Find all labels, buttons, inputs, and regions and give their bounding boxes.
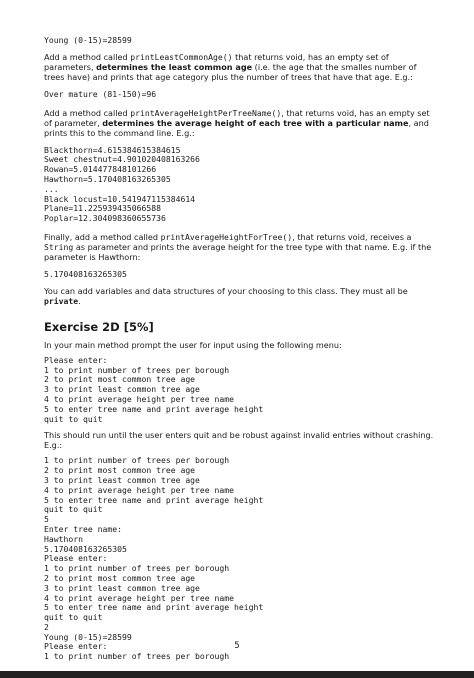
bold-least-common: determines the least common age [96,61,253,72]
private-note-paragraph: You can add variables and data structures of your choosing to this class. They must all be private. [44,285,408,306]
bold-avg-per-tree: determines the average height of each tree with a particular name [102,117,409,128]
code-example-least-common: Over mature (81-150)=96 [44,88,157,99]
code-menu: Please enter: 1 to print number of trees per borough 2 to print most common tree age 3 to print least common tree age 4 to print average height per tree name 5 to enter tree name and print average height quit to quit [44,354,264,424]
exercise-intro: In your main method prompt the user for input using the following menu: [44,339,342,350]
method-name-avg-per-tree: printAverageHeightPerTreeName() [130,107,282,118]
keyword-private: private [44,295,79,306]
method-name-avg-for-tree: printAverageHeightForTree() [160,231,293,242]
method-name-least-common: printLeastCommonAge() [130,51,233,62]
least-common-paragraph: Add a method called printLeastCommonAge() that returns void, has an empty set of parameters, determines the least common age (i.e. the age that the smalles number of trees have) and prints that age category plus the number of trees that have that age. E.g.: [44,51,417,82]
bottom-bar [0,671,474,678]
page-number: 5 [234,641,240,651]
code-output-young: Young (0-15)=28599 [44,35,132,45]
exercise-heading: Exercise 2D [5%] [44,319,154,334]
code-session-example: 1 to print number of trees per borough 2 to print most common tree age 3 to print least common tree age 4 to print average height per tree name 5 to enter tree name and print average height quit to quit 5 Enter tree name: Hawthorn 5.170408163265305 Please enter: 1 to print number of trees per borough 2 to print most common tree age 3 to print least common tree age 4 to print average height per tree name 5 to enter tree name and print average height quit to quit 2 Young (0-15)=28599 Please enter: 1 to print number of trees per borough [44,455,264,662]
code-example-avg-for-tree: 5.170408163265305 [44,268,127,279]
exercise-robust-paragraph: This should run until the user enters quit and be robust against invalid entries without crashing. E.g.: [44,430,434,451]
avg-for-tree-paragraph: Finally, add a method called printAverageHeightForTree(), that returns void, receives a String as parameter and prints the average height for the tree type with that name. E.g. if the parameter is Hawthorn: [44,231,432,262]
code-example-avg-per-tree: Blackthorn=4.615384615384615 Sweet chestnut=4.901020408163266 Rowan=5.014477848101266 Hawthorn=5.170408163265305 ... Black locust=10.541947115384614 Plane=11.225939435066588 Poplar=12.304098360655736 [44,144,200,224]
avg-per-tree-paragraph: Add a method called printAverageHeightPerTreeName(), that returns void, has an empty set of parameter, determines the average height of each tree with a particular name, and prints this to the command line. E.g.: [44,107,430,138]
page-content [44,36,438,662]
type-name-string: String [44,241,74,252]
